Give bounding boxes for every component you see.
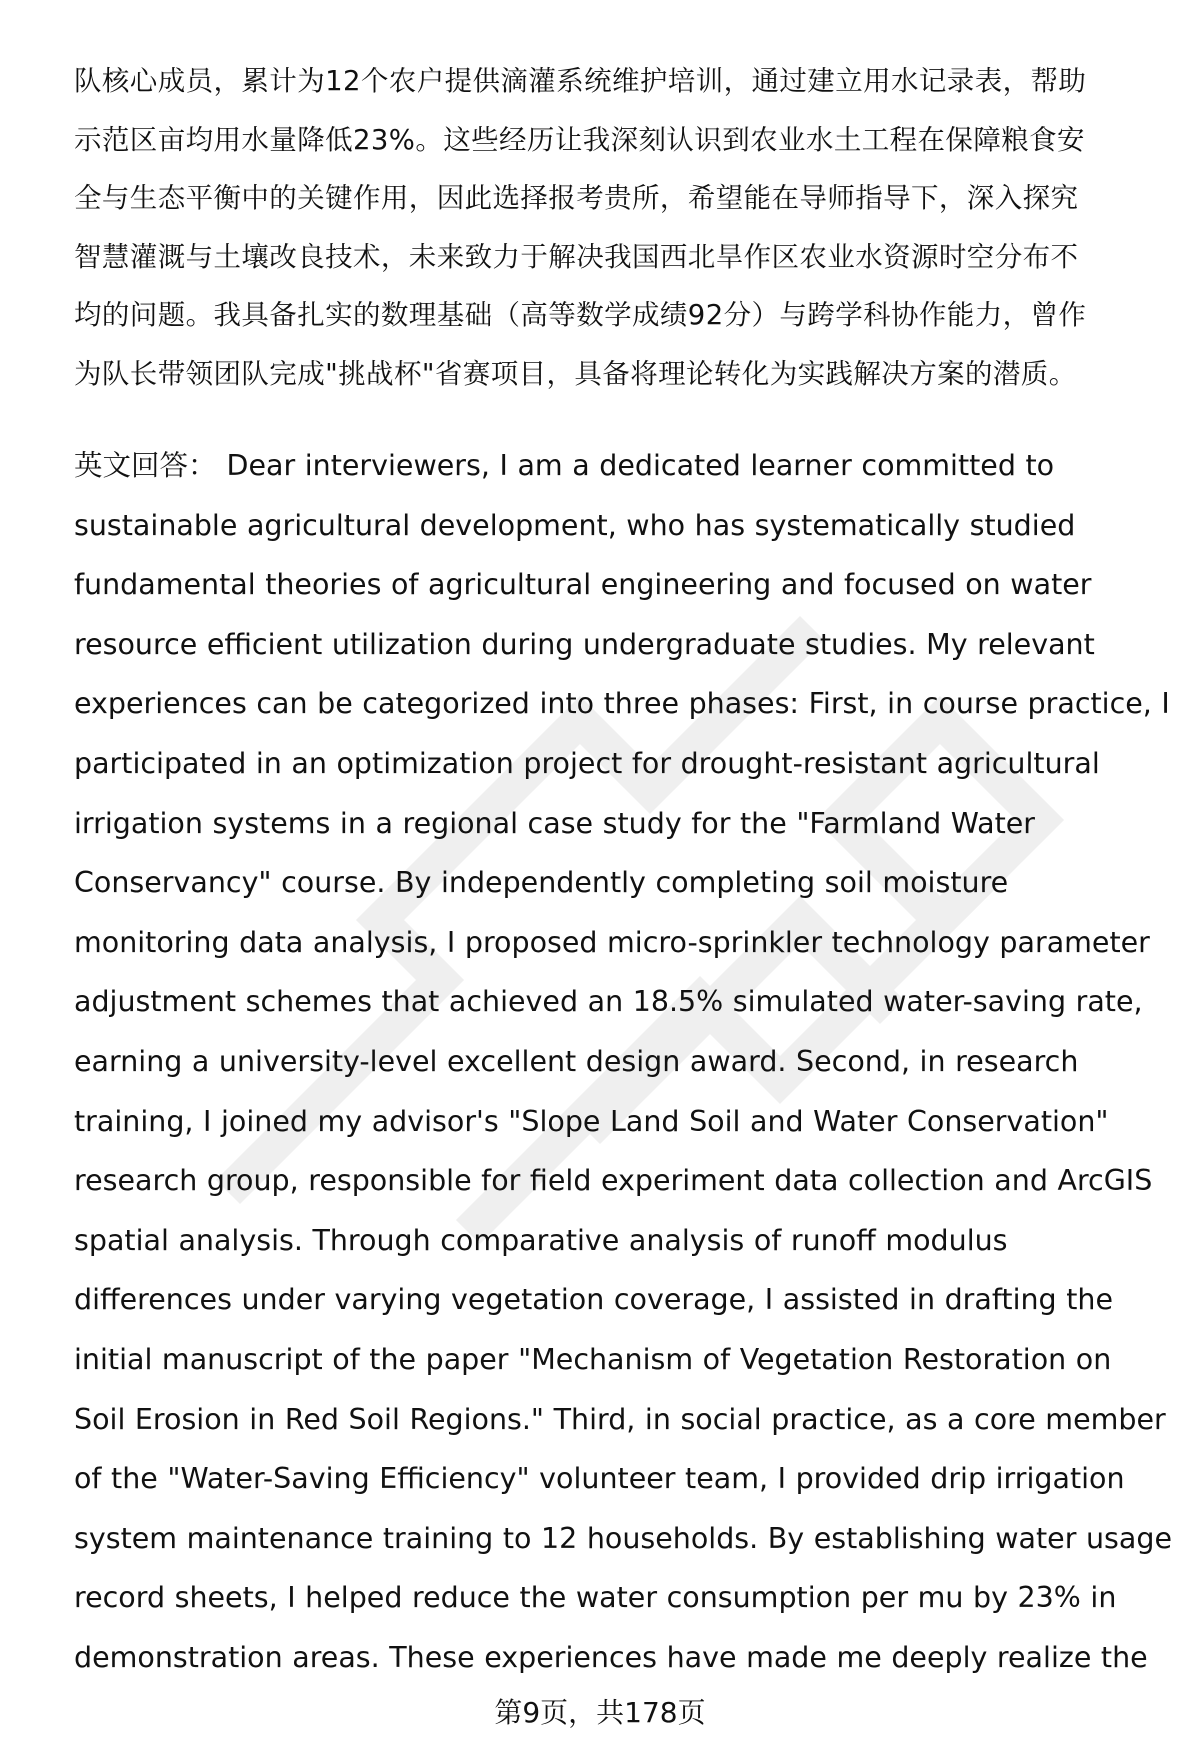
zh-line: 智慧灌溉与土壤改良技术，未来致力于解决我国西北旱作区农业水资源时空分布不 [74, 240, 1079, 273]
en-line: Conservancy" course. By independently completing soil moisture [74, 866, 1009, 900]
en-line: Soil Erosion in Red Soil Regions." Third, in social practice, as a core member [74, 1402, 1166, 1436]
en-line: demonstration areas. These experiences have made me deeply realize the [74, 1640, 1148, 1674]
en-line: experiences can be categorized into three phases: First, in course practice, I [74, 687, 1170, 721]
en-line: fundamental theories of agricultural engineering and focused on water [74, 568, 1092, 602]
chinese-paragraph [74, 52, 1152, 403]
en-line: sustainable agricultural development, who has systematically studied [74, 508, 1076, 542]
en-first-line [74, 436, 1152, 496]
zh-line: 示范区亩均用水量降低23%。这些经历让我深刻认识到农业水土工程在保障粮食安 [74, 123, 1085, 156]
en-line: monitoring data analysis, I proposed micro-sprinkler technology parameter [74, 925, 1150, 959]
zh-line: 全与生态平衡中的关键作用，因此选择报考贵所，希望能在导师指导下，深入探究 [74, 182, 1079, 214]
en-line: participated in an optimization project for drought-resistant agricultural [74, 746, 1100, 780]
zh-line: 均的问题。我具备扎实的数理基础（高等数学成绩92分）与跨学科协作能力，曾作 [74, 299, 1087, 331]
page-number-footer: 第9页，共178页 [494, 1696, 706, 1729]
en-line: record sheets, I helped reduce the water consumption per mu by 23% in [74, 1581, 1117, 1615]
en-line: adjustment schemes that achieved an 18.5% simulated water-saving rate, [74, 985, 1143, 1019]
zh-line: 为队长带领团队完成"挑战杯"省赛项目，具备将理论转化为实践解决方案的潜质。 [74, 357, 1077, 390]
en-line: initial manuscript of the paper "Mechanism of Vegetation Restoration on [74, 1342, 1112, 1376]
en-line: irrigation systems in a regional case study for the "Farmland Water [74, 806, 1035, 840]
en-line: Dear interviewers, I am a dedicated learner committed to [226, 449, 1055, 482]
en-line: resource efficient utilization during undergraduate studies. My relevant [74, 627, 1095, 661]
en-line: of the "Water-Saving Efficiency" volunteer team, I provided drip irrigation [74, 1462, 1125, 1496]
en-line: training, I joined my advisor's "Slope Land Soil and Water Conservation" [74, 1104, 1109, 1138]
en-line: system maintenance training to 12 households. By establishing water usage [74, 1521, 1172, 1555]
en-line: research group, responsible for field experiment data collection and ArcGIS [74, 1164, 1153, 1198]
en-line: spatial analysis. Through comparative analysis of runoff modulus [74, 1223, 1008, 1257]
en-line: differences under varying vegetation coverage, I assisted in drafting the [74, 1283, 1113, 1317]
zh-line: 队核心成员，累计为12个农户提供滴灌系统维护培训，通过建立用水记录表，帮助 [74, 65, 1087, 97]
en-line: earning a university-level excellent design award. Second, in research [74, 1044, 1079, 1078]
english-answer-paragraph [74, 436, 1172, 1687]
english-answer-label: 英文回答： [74, 449, 217, 482]
